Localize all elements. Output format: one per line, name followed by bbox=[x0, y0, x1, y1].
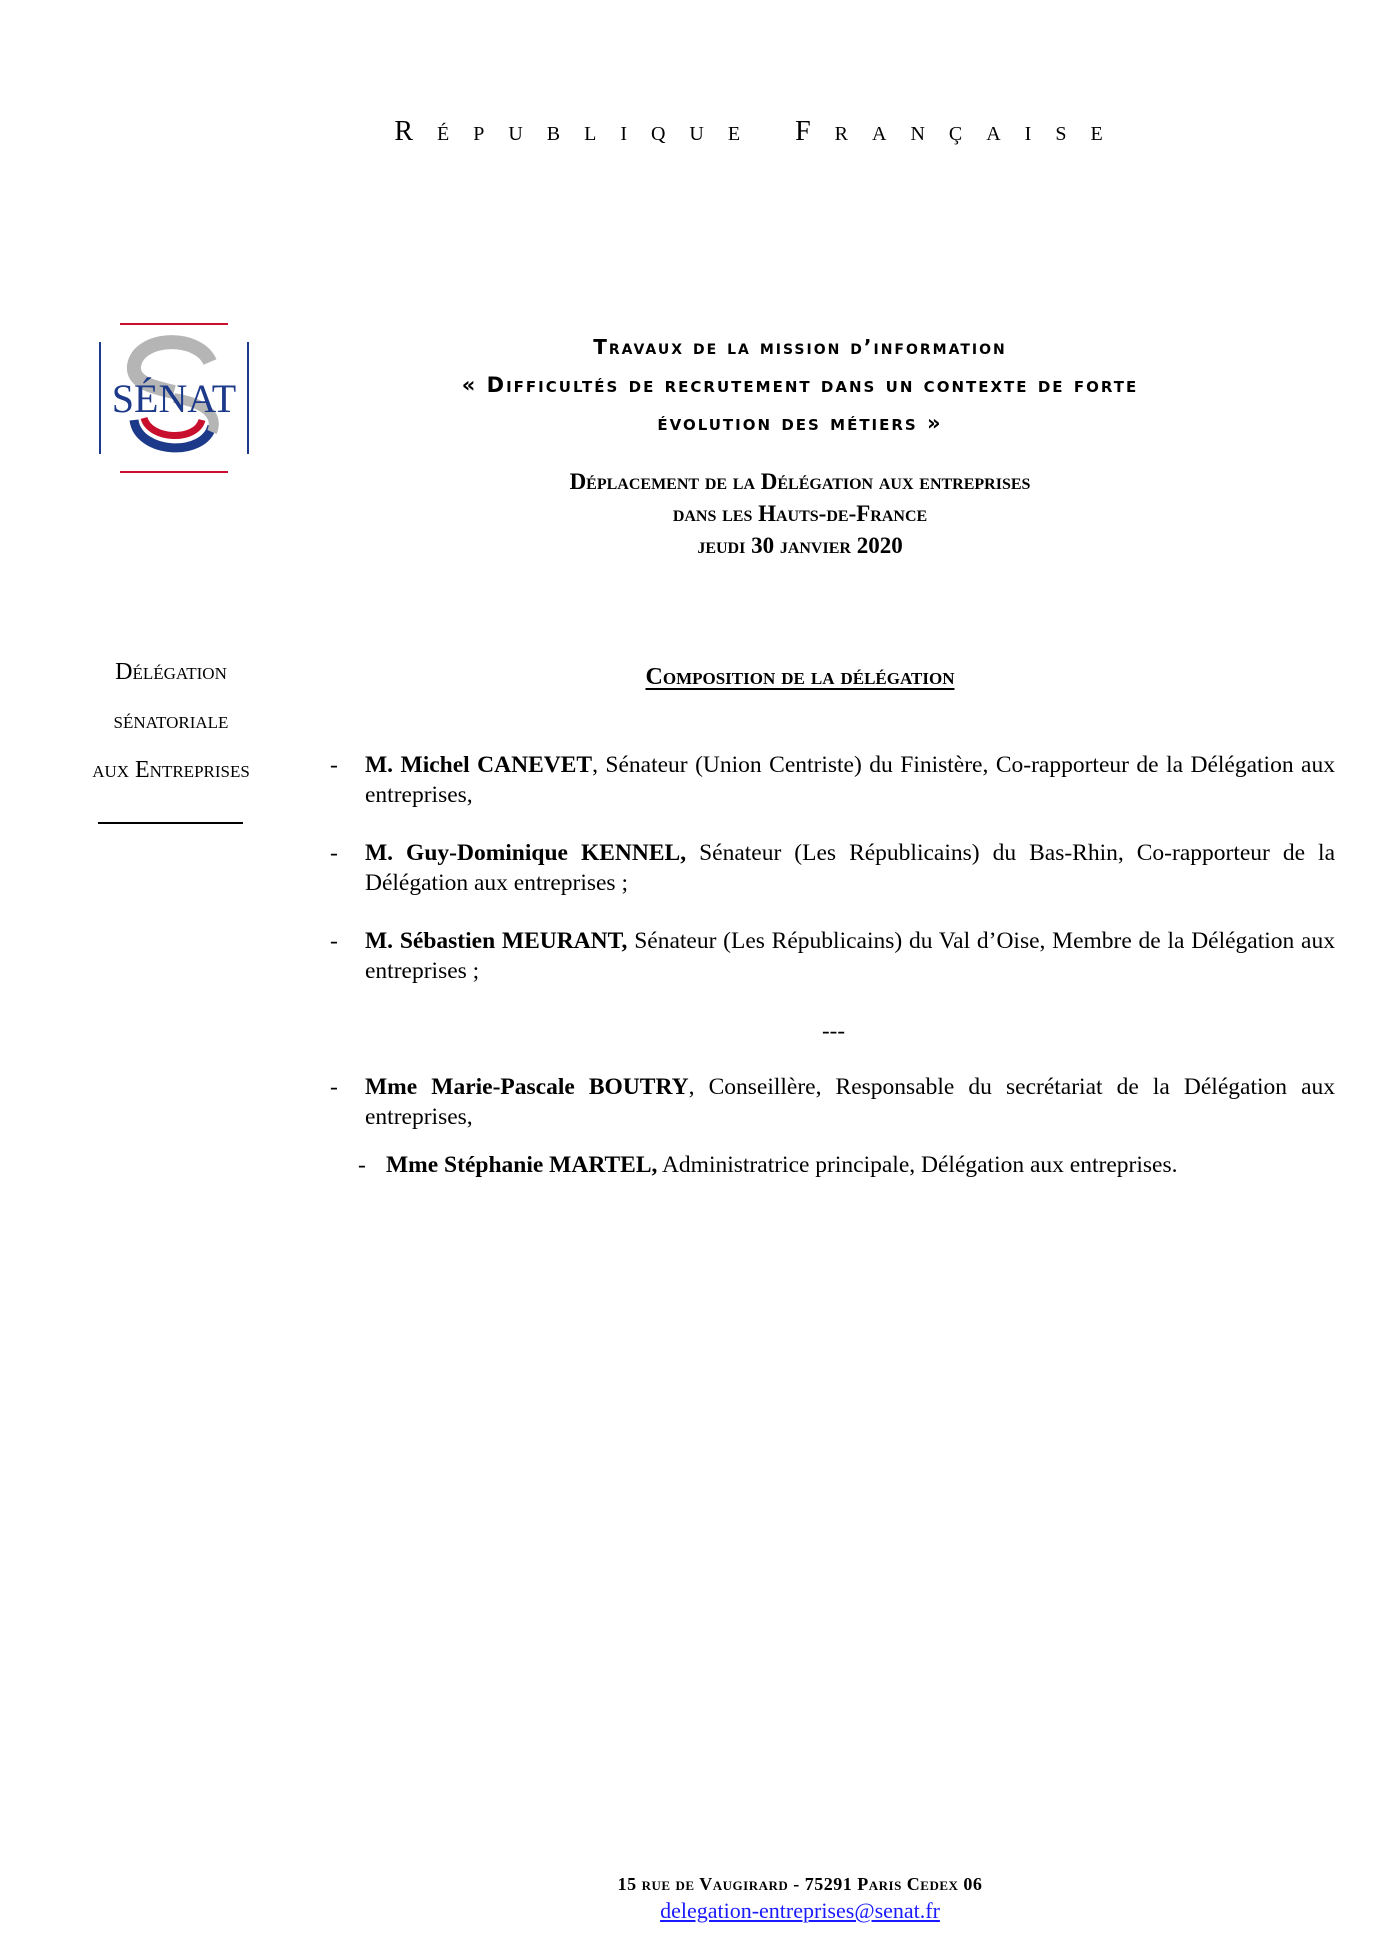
footer-email-link[interactable]: delegation-entreprises@senat.fr bbox=[660, 1898, 940, 1923]
event-info bbox=[330, 466, 1270, 562]
member-description: Sénateur (Les Républicains) du Bas-Rhin, Co-rapporteur de la Délégation aux entreprises ; bbox=[365, 840, 1335, 896]
title-line-3: évolution des métiers » bbox=[657, 411, 943, 435]
event-line-1: Déplacement de la Délégation aux entreprises bbox=[569, 469, 1031, 494]
member-item bbox=[352, 1150, 1326, 1180]
list-dash: - bbox=[330, 752, 338, 778]
event-line-3: jeudi 30 janvier 2020 bbox=[697, 533, 903, 558]
member-name: Mme Stéphanie MARTEL, bbox=[386, 1152, 658, 1178]
sidebar-delegation bbox=[66, 648, 276, 795]
republic-header: République Française bbox=[394, 116, 1127, 147]
separator: --- bbox=[822, 1018, 845, 1043]
event-line-2: dans les Hauts-de-France bbox=[672, 501, 928, 526]
title-line-2: « Difficultés de recrutement dans un contexte de forte bbox=[461, 373, 1139, 397]
sidebar-divider bbox=[98, 822, 243, 824]
member-name: M. Sébastien MEURANT, bbox=[365, 928, 628, 954]
member-item bbox=[322, 1072, 1335, 1132]
member-item bbox=[322, 926, 1335, 986]
member-name: Mme Marie-Pascale BOUTRY bbox=[365, 1074, 689, 1100]
member-item bbox=[322, 838, 1335, 898]
senat-logo bbox=[98, 322, 250, 474]
member-description: Administratrice principale, Délégation aux entreprises. bbox=[657, 1152, 1178, 1178]
sidebar-line-1: Délégation bbox=[115, 659, 227, 685]
sidebar-line-2: sénatoriale bbox=[113, 708, 229, 734]
member-name: M. Guy-Dominique KENNEL, bbox=[365, 840, 687, 866]
member-description: , Sénateur (Union Centriste) du Finistère, Co-rapporteur de la Délégation aux entreprises, bbox=[365, 752, 1335, 808]
mission-title bbox=[330, 328, 1270, 442]
member-description: Sénateur (Les Républicains) du Val d’Oise, Membre de la Délégation aux entreprises ; bbox=[365, 928, 1335, 984]
title-line-1: Travaux de la mission d’information bbox=[593, 335, 1007, 359]
list-dash: - bbox=[330, 840, 338, 866]
footer-address: 15 rue de Vaugirard - 75291 Paris Cedex 06 bbox=[617, 1874, 983, 1894]
list-dash: - bbox=[330, 928, 338, 954]
logo-text: SÉNAT bbox=[111, 376, 237, 421]
sidebar-line-3: aux Entreprises bbox=[92, 757, 250, 783]
composition-title: Composition de la délégation bbox=[645, 664, 955, 690]
list-dash: - bbox=[330, 1074, 338, 1100]
member-name: M. Michel CANEVET bbox=[365, 752, 593, 778]
list-dash: - bbox=[358, 1152, 366, 1178]
member-item bbox=[322, 750, 1335, 810]
footer bbox=[330, 1872, 1270, 1926]
member-description: , Conseillère, Responsable du secrétariat de la Délégation aux entreprises, bbox=[365, 1074, 1336, 1130]
